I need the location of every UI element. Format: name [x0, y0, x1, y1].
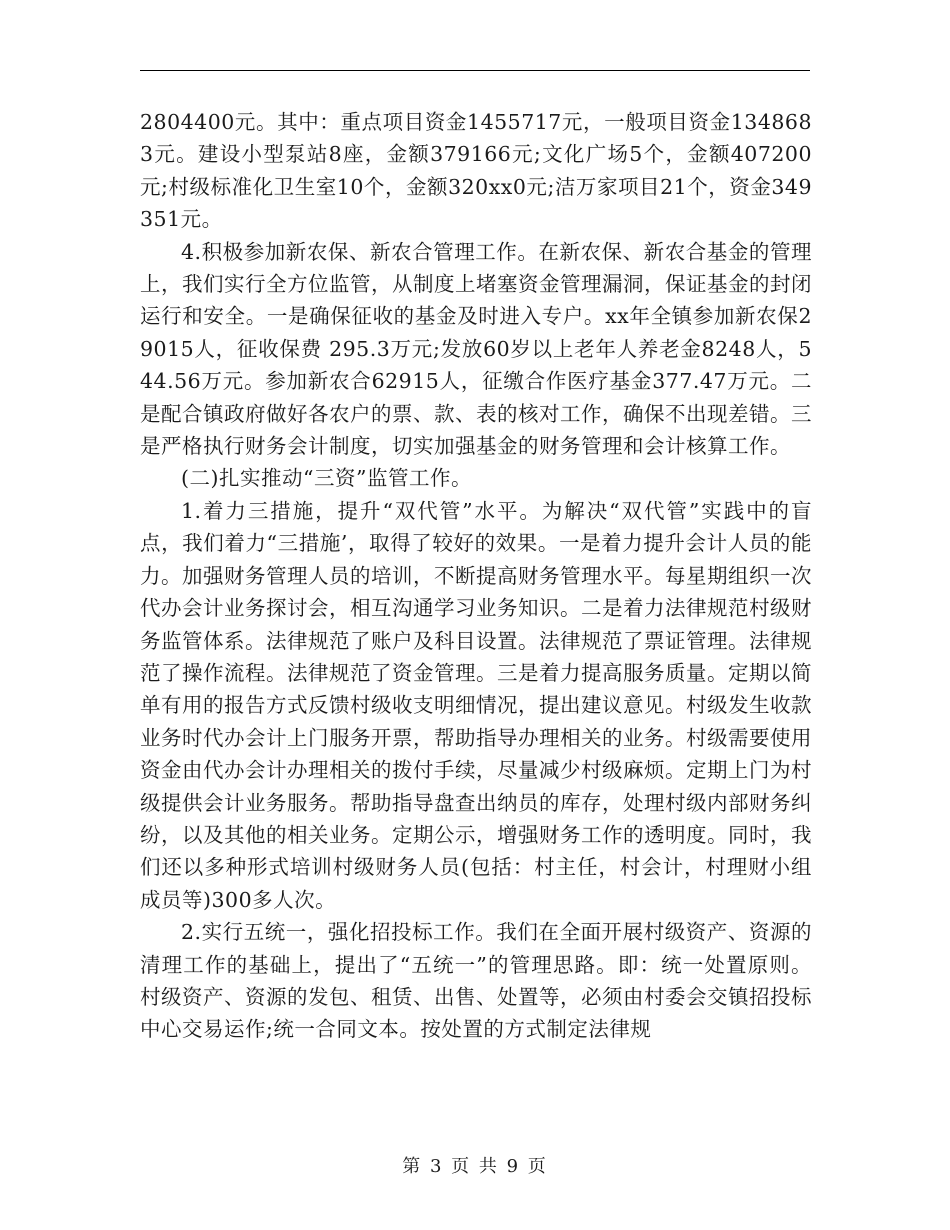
document-body [140, 106, 812, 1046]
header-rule [140, 70, 810, 71]
page-number-footer: 第 3 页 共 9 页 [402, 1156, 548, 1177]
paragraph-4: 1.着力三措施，提升“双代管”水平。为解决“双代管”实践中的盲点，我们着力“三措施’，取得了较好的效果。一是着力提升会计人员的能力。加强财务管理人员的培训，不断提高财务管理水平。每星期组织一次代办会计业务探讨会，相互沟通学习业务知识。二是着力法律规范村级财务监管体系。法律规范了账户及科目设置。法律规范了票证管理。法律规范了操作流程。法律规范了资金管理。三是着力提高服务质量。定期以简单有用的报告方式反馈村级收支明细情况，提出建议意见。村级发生收款业务时代办会计上门服务开票，帮助指导办理相关的业务。村级需要使用资金由代办会计办理相关的拨付手续，尽量减少村级麻烦。定期上门为村级提供会计业务服务。帮助指导盘查出纳员的库存，处理村级内部财务纠纷，以及其他的相关业务。定期公示，增强财务工作的透明度。同时，我们还以多种形式培训村级财务人员(包括：村主任，村会计，村理财小组成员等)300多人次。 [140, 498, 812, 912]
paragraph-3-section-heading: (二)扎实推动“三资”监管工作。 [181, 466, 472, 491]
paragraph-2: 4.积极参加新农保、新农合管理工作。在新农保、新农合基金的管理上，我们实行全方位监管，从制度上堵塞资金管理漏洞，保证基金的封闭运行和安全。一是确保征收的基金及时进入专户。xx年全镇参加新农保29015人，征收保费 295.3万元;发放60岁以上老年人养老金8248人，544.56万元。参加新农合62915人，征缴合作医疗基金377.47万元。二是配合镇政府做好各农户的票、款、表的核对工作，确保不出现差错。三是严格执行财务会计制度，切实加强基金的财务管理和会计核算工作。 [140, 239, 812, 459]
paragraph-1: 2804400元。其中：重点项目资金1455717元，一般项目资金1348683元。建设小型泵站8座，金额379166元;文化广场5个，金额407200元;村级标准化卫生室10个，金额320xx0元;洁万家项目21个，资金349351元。 [140, 110, 812, 232]
paragraph-5: 2.实行五统一，强化招投标工作。我们在全面开展村级资产、资源的清理工作的基础上，提出了“五统一”的管理思路。即：统一处置原则。村级资产、资源的发包、租赁、出售、处置等，必须由村委会交镇招投标中心交易运作;统一合同文本。按处置的方式制定法律规 [140, 920, 812, 1042]
